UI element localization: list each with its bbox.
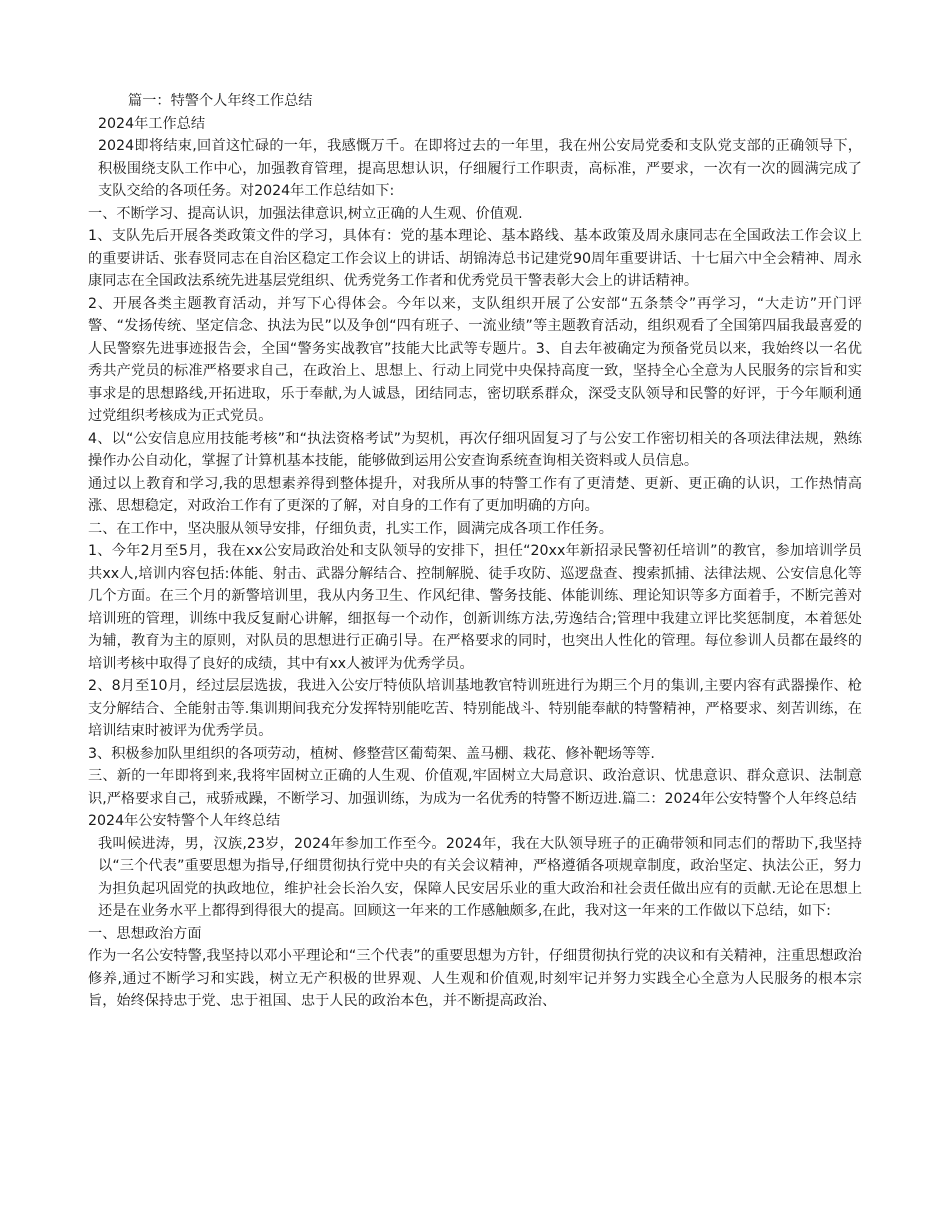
section-heading-part-one: 篇一：特警个人年终工作总结: [128, 93, 313, 109]
paragraph-study-result: 通过以上教育和学习,我的思想素养得到整体提升，对我所从事的特警工作有了更清楚、更新、更正确的认识，工作热情高涨、思想稳定，对政治工作有了更深的了解，对自身的工作有了更加明确的方向。: [88, 475, 862, 514]
document-title-2024: 2024年工作总结: [98, 115, 206, 132]
paragraph-self-intro: 我叫候进涛，男，汉族,23岁，2024年参加工作至今。2024年，我在大队领导班子的正确带领和同志们的帮助下,我坚持以“三个代表”重要思想为指导,仔细贯彻执行党中央的有关会议精神，严格遵循各项规章制度，政治坚定、执法公正，努力为担负起巩固党的执政地位，维护社会长治久安，保障人民安居乐业的重大政治和社会责任做出应有的贡献.无论在思想上还是在业务水平上都得到得很大的提高。回顾这一年来的工作感触颇多,在此，我对这一年来的工作做以下总结，如下:: [98, 835, 862, 919]
heading-two: 二、在工作中，坚决服从领导安排，仔细负责，扎实工作，圆满完成各项工作任务。: [88, 520, 613, 537]
paragraph-ideology: 作为一名公安特警,我坚持以邓小平理论和“三个代表”的重要思想为方针，仔细贯彻执行党的决议和有关精神，注重思想政治修养,通过不断学习和实践，树立无产积极的世界观、人生观和价值观,时刻牢记并努力实践全心全意为人民服务的根本宗旨，始终保持忠于党、忠于祖国、忠于人民的政治本色，并不断提高政治、: [88, 948, 862, 1009]
paragraph-study-policies: 1、支队先后开展各类政策文件的学习，具体有：党的基本理论、基本路线、基本政策及周永康同志在全国政法工作会议上的重要讲话、张春贤同志在自治区稳定工作会议上的讲话、胡锦涛总书记建党90周年重要讲话、十七届六中全会精神、周永康同志在全国政法系统先进基层党组织、优秀党务工作者和优秀党员干警表彰大会上的讲话精神。: [88, 228, 862, 289]
heading-ideology: 一、思想政治方面: [88, 925, 202, 942]
heading-one: 一、不断学习、提高认识，加强法律意识,树立正确的人生观、价值观.: [88, 205, 523, 222]
paragraph-training-instructor: 1、今年2月至5月，我在xx公安局政治处和支队领导的安排下，担任“20xx年新招录民警初任培训”的教官，参加培训学员共xx人,培训内容包括:体能、射击、武器分解结合、控制解脱、徒手攻防、巡逻盘查、搜索抓捕、法律法规、公安信息化等几个方面。在三个月的新警培训里，我从内务卫生、作风纪律、警务技能、体能训练、理论知识等多方面着手，不断完善对培训班的管理，训练中我反复耐心讲解，细抠每一个动作，创新训练方法,劳逸结合;管理中我建立评比奖惩制度，本着惩处为辅，教育为主的原则，对队员的思想进行正确引导。在严格要求的同时，也突出人性化的管理。每位参训人员都在最终的培训考核中取得了良好的成绩，其中有xx人被评为优秀学员。: [88, 543, 862, 672]
intro-paragraph: 2024即将结束,回首这忙碌的一年，我感慨万千。在即将过去的一年里，我在州公安局党委和支队党支部的正确领导下，积极围绕支队工作中心，加强教育管理，提高思想认识，仔细履行工作职责，高标准，严要求，一次有一次的圆满完成了支队交给的各项任务。对2024年工作总结如下:: [98, 138, 862, 199]
paragraph-theme-education: 2、开展各类主题教育活动，并写下心得体会。今年以来，支队组织开展了公安部“五条禁令”再学习，“大走访”开门评警、“发扬传统、坚定信念、执法为民”以及争创“四有班子、一流业绩”等主题教育活动，组织观看了全国第四届我最喜爱的人民警察先进事迹报告会，全国“警务实战教官”技能大比武等专题片。3、自去年被确定为预备党员以来，我始终以一名优秀共产党员的标准严格要求自己，在政治上、思想上、行动上同党中央保持高度一致，坚持全心全意为人民服务的宗旨和实事求是的思想路线,开拓进取，乐于奉献,为人诚恳，团结同志，密切联系群众，深受支队领导和民警的好评，于今年顺利通过党组织考核成为正式党员。: [88, 295, 862, 424]
paragraph-labor: 3、积极参加队里组织的各项劳动，植树、修整营区葡萄架、盖马棚、栽花、修补靶场等等.: [88, 745, 655, 762]
paragraph-special-training: 2、8月至10月，经过层层选拔，我进入公安厅特侦队培训基地教官特训班进行为期三个月的集训,主要内容有武器操作、枪支分解结合、全能射击等.集训期间我充分发挥特别能吃苦、特别能战斗、特别能奉献的特警精神，严格要求、刻苦训练，在培训结束时被评为优秀学员。: [88, 678, 862, 739]
heading-three: 三、新的一年即将到来,我将牢固树立正确的人生观、价值观,牢固树立大局意识、政治意识、忧患意识、群众意识、法制意识,严格要求自己，戒骄戒躁，不断学习、加强训练，为成为一名优秀的特警不断迈进.篇二：2024年公安特警个人年终总结: [88, 768, 862, 807]
section-heading-part-two: 2024年公安特警个人年终总结: [88, 813, 281, 829]
paragraph-skills-exam: 4、以“公安信息应用技能考核”和“执法资格考试”为契机，再次仔细巩固复习了与公安工作密切相关的各项法律法规，熟练操作办公自动化，掌握了计算机基本技能，能够做到运用公安查询系统查询相关资料或人员信息。: [88, 430, 862, 469]
